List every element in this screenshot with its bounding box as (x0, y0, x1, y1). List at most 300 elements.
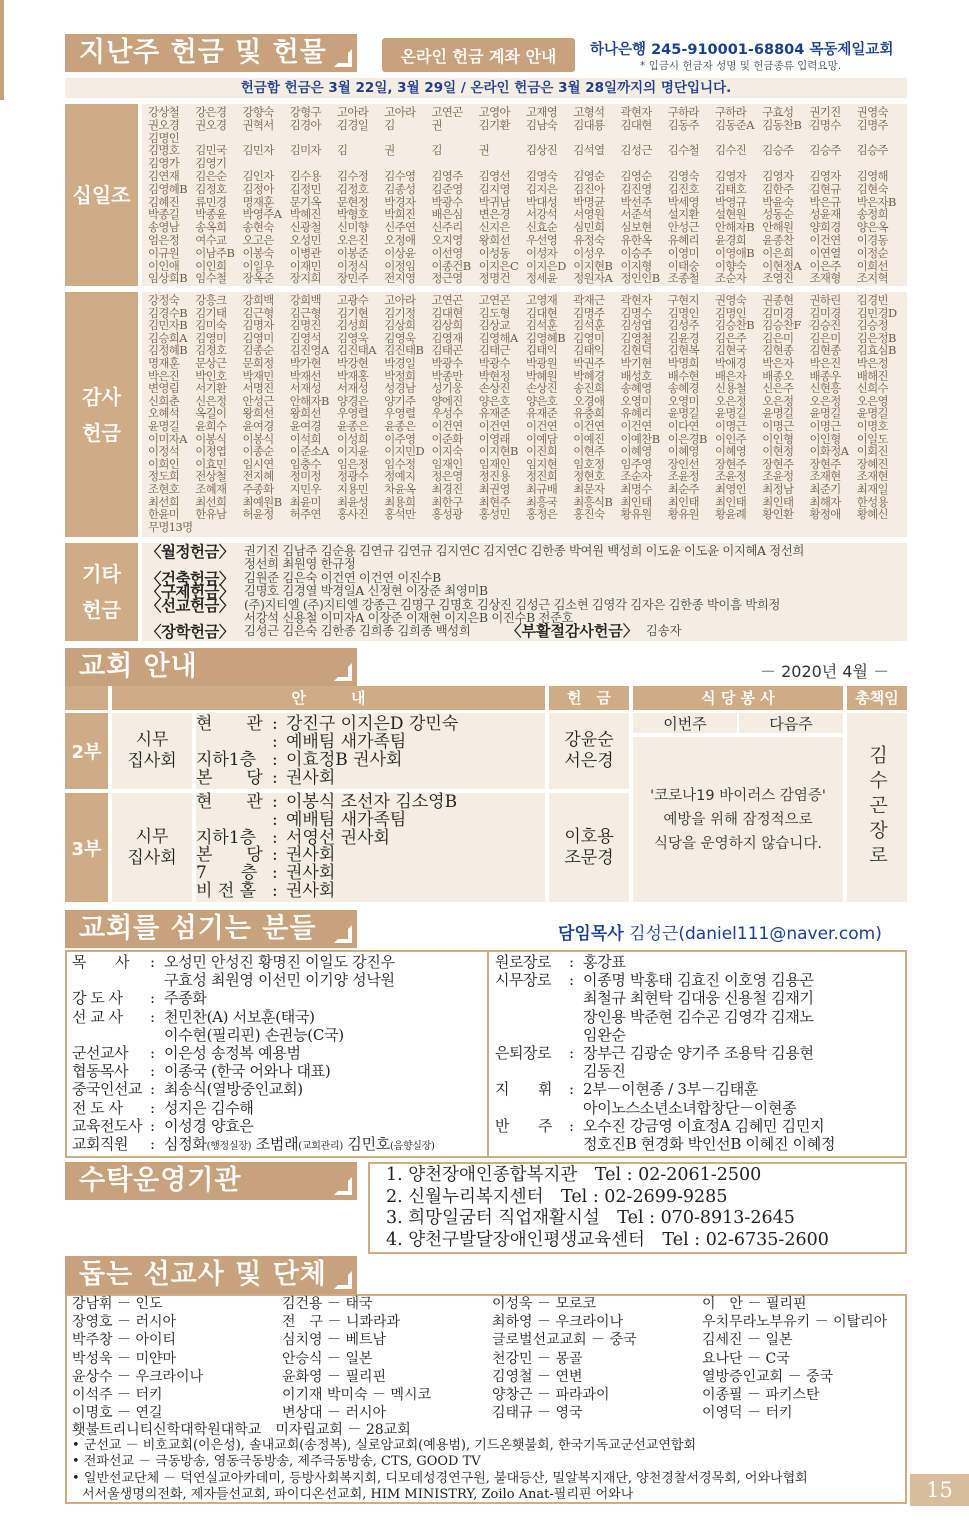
name-cell: 지민우 (289, 482, 321, 496)
name-cell: 최윤미 (289, 495, 321, 509)
consigned-item: 2. 신월누리복지센터 Tel : 02-2699-9285 (386, 1186, 728, 1207)
name-cell: 조윤정 (667, 470, 699, 483)
guide-place: 비 전 홀 (196, 880, 257, 901)
info-header-chief (847, 686, 907, 710)
name-cell: 왕희선 (289, 407, 321, 420)
name-cell: 김명인 (148, 131, 180, 145)
name-cell: 김석훈 (573, 319, 605, 332)
name-cell: 오지영 (431, 233, 463, 247)
guide-colon: : (272, 809, 278, 830)
name-cell: 오은정 (809, 394, 841, 408)
name-cell: 권하린 (809, 294, 841, 307)
guide-place: 지하1층 (196, 750, 257, 770)
servant-names (164, 1135, 435, 1156)
name-cell: 김 (337, 144, 348, 158)
name-cell: 구현지 (667, 294, 699, 307)
name-cell: 김은미 (809, 331, 841, 345)
name-cell: 김현규 (809, 182, 841, 196)
name-row (148, 496, 902, 509)
name-cell: 정예지 (384, 470, 416, 483)
name-cell: 박윤숙 (762, 195, 794, 209)
name-cell: 한유남 (195, 508, 227, 521)
name-cell: 김영숙 (667, 169, 699, 183)
group-2bu-text: 시무 집사회 (127, 730, 177, 771)
name-cell: 신희수 (856, 382, 888, 395)
guide-value: 권사회 (286, 863, 336, 884)
name-cell: 장혜진 (856, 457, 888, 471)
name-cell: 권 (431, 118, 442, 132)
other-offering-names: 권기진 김남주 김순용 김연규 김연규 김지연C 김지연C 김한종 박여원 백성희 이도윤 이도윤 이지혜A 정선희 (244, 544, 805, 558)
name-cell: 이다연 (667, 419, 699, 433)
name-cell: 조재현 (856, 470, 888, 483)
name-cell: 강향숙 (242, 106, 274, 119)
name-cell: 이현주 (573, 445, 605, 458)
servant-role: 은퇴장로 (495, 1044, 551, 1063)
servant-row (72, 1080, 482, 1098)
other-offering-type: 〈선교헌금〉 (146, 595, 234, 615)
row-2bu-group (112, 713, 192, 789)
name-cell: 이규원 (148, 246, 180, 260)
name-row (148, 370, 902, 383)
name-cell: 김명자 (242, 319, 274, 332)
name-cell: 최재일 (856, 482, 888, 496)
name-cell: 김정민 (289, 182, 321, 196)
name-row (148, 470, 902, 483)
other-offering-names: 정선희 최원영 한규정 (244, 557, 356, 572)
header-cafeteria-text: 식 당 봉 사 (701, 689, 775, 707)
missionary-item: 강남휘 － 인도 (72, 1296, 163, 1312)
name-cell: 김진아 (573, 182, 605, 196)
name-cell: 이석희 (289, 432, 321, 446)
name-cell: 김명수 (620, 306, 652, 320)
name-cell: 최권영 (478, 482, 510, 496)
name-cell: 안성근 (667, 221, 699, 234)
other-offering-names: 김성근 김은숙 김한종 김희종 김희종 백성희 (244, 624, 471, 639)
name-cell: 김은미 (762, 331, 794, 345)
online-label-text: 온라인 헌금 계좌 안내 (400, 46, 557, 66)
name-cell: 이효민 (195, 457, 227, 471)
row-2bu-guide (196, 713, 545, 789)
name-cell: 송혜영 (620, 382, 652, 395)
name-cell: 김영욱 (337, 331, 369, 345)
name-cell: 이정임 (384, 259, 416, 273)
name-cell: 이향숙 (715, 259, 747, 273)
name-cell: 고영아 (478, 106, 510, 119)
name-cell: 이태숭 (667, 259, 699, 273)
servant-value: 이종국 (한국 어와나 대표) (164, 1062, 331, 1081)
servant-row (72, 1099, 482, 1117)
name-cell: 권영숙 (856, 106, 888, 119)
name-cell: 엄은정 (148, 233, 180, 247)
guide-line (196, 809, 545, 830)
name-cell: 김진호 (667, 182, 699, 196)
bullet-text: 일반선교단체 － 덕연실교아카데미, 등방사회복지회, 디모데성경연구원, 불대등산, 밀알복지재단, 양천경찰서경목회, 어와나협회 (83, 1470, 808, 1486)
name-cell: 최인태 (620, 495, 652, 509)
name-cell: 신은주 (762, 382, 794, 395)
name-cell: 이성희 (337, 432, 369, 446)
servant-names (164, 1044, 301, 1062)
bullet-dot-icon: • (72, 1470, 84, 1486)
name-cell: 김남숙 (526, 118, 558, 132)
name-cell: 장현주 (762, 457, 794, 471)
servant-colon (569, 1062, 583, 1080)
name-cell: 박귀남 (478, 195, 510, 209)
page-number-box (910, 1474, 969, 1506)
other-offering-names: 김원준 김은숙 이건연 이건연 이진수B (244, 570, 441, 585)
group-3bu-text: 시무 집사회 (127, 826, 177, 868)
name-cell: 오경애 (573, 394, 605, 408)
name-cell: 임수정 (384, 457, 416, 471)
missionaries-title-text: 돕는 선교사 및 단체 (79, 1259, 327, 1290)
name-cell: 김대룡 (573, 118, 605, 132)
name-cell: 송진희 (573, 382, 605, 395)
servant-row (495, 1026, 905, 1044)
name-cell: 이진희 (526, 445, 558, 458)
servant-colon (150, 971, 164, 989)
guide-value: 이효정B 권사회 (286, 750, 403, 770)
name-cell: 고연곤 (478, 294, 510, 307)
name-cell: 장현주 (809, 457, 841, 471)
missionary-item: 이성욱 － 모로코 (492, 1296, 597, 1312)
name-row (148, 382, 902, 395)
name-cell: 박명희 (667, 356, 699, 370)
servant-value: 장부근 김광순 양기주 조용탁 김용현 (583, 1044, 814, 1063)
offering-notice-bar (65, 78, 907, 98)
name-cell: 이성자 (526, 246, 558, 260)
servant-role: 지 휘 (495, 1080, 552, 1099)
servant-names (164, 1026, 344, 1044)
name-row (148, 483, 902, 496)
name-cell: 박애경 (715, 356, 747, 370)
cafeteria-this-week (633, 713, 737, 735)
servant-row (72, 953, 482, 971)
servant-row (495, 1099, 905, 1117)
name-row (148, 294, 902, 307)
missionary-item: 김영철 － 연변 (492, 1368, 583, 1385)
name-cell: 황혜신 (856, 508, 888, 521)
bullet-text: 군선교 － 비호교회(이은성), 솔내교회(송정복), 실로암교회(예용범), 기드온횃불회, 한국기독교군선교연합회 (83, 1438, 697, 1453)
name-cell: 박경자 (384, 195, 416, 209)
name-cell: 배종우 (809, 369, 841, 383)
name-cell: 김수철 (667, 144, 699, 158)
info-header-cafeteria (633, 686, 843, 710)
missionary-item: 이영덕 － 터키 (702, 1405, 793, 1422)
servant-names (164, 1117, 254, 1135)
name-cell: 김민자B (148, 319, 187, 332)
servant-colon: : (569, 1080, 575, 1099)
name-row (148, 344, 902, 357)
name-cell: 권기진 (809, 106, 841, 119)
name-cell: 김영숙 (526, 169, 558, 183)
guide-colon: : (272, 750, 278, 770)
name-cell: 고광수 (337, 294, 369, 307)
servants-title (65, 910, 357, 948)
name-cell: 김영가 (148, 157, 180, 170)
corner-arrow-icon (334, 1271, 352, 1289)
missionary-item: 이 안 － 필리핀 (702, 1296, 807, 1312)
guide-value: 권사회 (286, 880, 336, 901)
senior-pastor (558, 919, 882, 944)
name-cell: 유혜리 (620, 407, 652, 420)
name-cell: 오혜석 (148, 407, 180, 420)
guide-place (196, 812, 272, 830)
missionary-item: 이명호 － 연길 (72, 1405, 163, 1422)
servant-row (72, 989, 482, 1007)
name-cell: 김효심B (856, 344, 896, 357)
name-cell: 김근형 (242, 306, 274, 320)
name-cell: 박경일 (384, 356, 416, 370)
name-cell: 권 (384, 144, 395, 158)
missionary-item: 요나단 － C국 (702, 1350, 790, 1367)
name-cell: 변은경 (478, 208, 510, 222)
name-cell: 윤명길 (809, 407, 841, 420)
name-cell: 이재민 (289, 259, 321, 273)
name-cell: 박영주A (242, 208, 282, 222)
servant-value: 장인용 박준현 김수곤 김영각 김재노 (583, 1007, 814, 1026)
name-cell: 김기현 (337, 306, 369, 320)
name-cell: 서명진 (242, 382, 274, 395)
name-cell: 김상희 (384, 319, 416, 332)
name-cell: 임은정 (337, 457, 369, 471)
name-cell: 구하라 (715, 106, 747, 119)
name-row (148, 247, 902, 260)
name-cell: 김상교 (478, 319, 510, 332)
name-cell: 최준기 (809, 482, 841, 496)
name-cell: 김동찬B (762, 118, 802, 132)
name-cell: 김지은 (526, 182, 558, 196)
missionary-item: 최하영 － 우크라이나 (492, 1314, 624, 1331)
name-cell: 이봉준 (337, 246, 369, 260)
name-cell: 신지은 (478, 221, 510, 234)
name-cell: 강희백 (289, 294, 321, 307)
missionary-bullet (72, 1471, 902, 1487)
name-cell: 김현종 (762, 344, 794, 357)
name-cell: 최영인 (715, 482, 747, 496)
servant-role (72, 1026, 150, 1044)
servant-row (495, 1135, 905, 1153)
servant-row (495, 1117, 905, 1135)
name-cell: 최정남 (762, 482, 794, 496)
missionary-item: 천강민 － 몽골 (492, 1350, 583, 1367)
servant-colon: : (150, 953, 156, 971)
name-cell: 이인형 (762, 432, 794, 446)
servant-row (72, 1117, 482, 1135)
name-cell: 송현숙 (242, 221, 274, 234)
servant-value: 오수진 강금영 이효정A 김혜민 김민지 (583, 1116, 825, 1135)
name-cell: 김승정 (856, 319, 888, 332)
part-2bu-text: 2부 (71, 742, 102, 763)
name-cell: 오은영 (856, 394, 888, 408)
servant-value: 최철규 최현탁 김대웅 신용철 김재기 (583, 989, 814, 1008)
name-cell: 김영재 (431, 331, 463, 345)
name-cell: 서강석 (526, 208, 558, 222)
name-cell: 이연열 (809, 246, 841, 260)
online-account-label (382, 38, 575, 72)
name-cell: 이건연 (620, 419, 652, 433)
name-cell: 최한구 (431, 495, 463, 509)
name-cell: 고영재 (526, 294, 558, 307)
thanks-label-line1: 감사 (82, 384, 121, 409)
name-cell: 임충수 (289, 457, 321, 471)
name-cell: 최용희 (384, 495, 416, 509)
name-cell: 김진태A (337, 344, 376, 357)
thanks-name-list (148, 294, 902, 535)
name-cell: 지용민 (337, 482, 369, 496)
name-cell: 문희정 (242, 356, 274, 370)
name-cell: 윤종은 (337, 419, 369, 433)
servant-row (495, 953, 905, 971)
offering-3bu-text: 이호용 조문경 (564, 826, 614, 868)
thanks-label (65, 292, 138, 537)
name-cell: 김 (431, 144, 442, 158)
name-cell: 양경은 (337, 394, 369, 408)
name-cell: 윤명길 (667, 407, 699, 420)
consigned-title (65, 1162, 357, 1200)
name-cell: 김명진 (289, 319, 321, 332)
row-2bu-part (65, 713, 108, 789)
thanks-label-line2: 헌금 (82, 420, 121, 445)
church-info-date: － 2020년 4월 － (760, 662, 890, 681)
name-cell: 양희경 (809, 221, 841, 234)
missionary-item: 윤상수 － 우크라이나 (72, 1368, 204, 1385)
name-cell: 이은주 (809, 259, 841, 273)
name-cell: 문상근 (195, 356, 227, 370)
name-cell: 김정아 (242, 182, 274, 196)
servant-value: 오성민 안성진 황명진 이일도 강진우 (164, 953, 395, 971)
name-cell: 이은희 (762, 246, 794, 260)
next-week-text: 다음주 (769, 715, 813, 733)
name-cell: 최선희 (148, 495, 180, 509)
name-cell: 신은정 (195, 394, 227, 408)
servant-role (495, 1135, 569, 1153)
name-cell: 김영철 (620, 331, 652, 345)
servant-role (495, 1099, 569, 1117)
name-cell: 이혜영 (715, 445, 747, 458)
servant-names (583, 989, 814, 1007)
name-row (148, 420, 902, 433)
servant-role: 전 도 사 (72, 1098, 123, 1117)
guide-colon: : (272, 880, 278, 901)
name-cell: 임상희B (148, 272, 187, 284)
missionary-column (702, 1295, 902, 1422)
name-cell: 곽현자 (620, 294, 652, 307)
name-cell: 김영주 (431, 169, 463, 183)
name-cell: 이건연 (573, 419, 605, 433)
name-cell: 최선희 (195, 495, 227, 509)
guide-line (196, 769, 545, 787)
servant-value: 아이노스소년소녀합창단－이현종 (583, 1098, 797, 1117)
name-cell: 이예진 (573, 432, 605, 446)
name-cell: 권오경 (148, 118, 180, 132)
servant-row (495, 989, 905, 1007)
servant-value: 심정화 (164, 1135, 207, 1154)
name-cell: 김승주 (856, 144, 888, 158)
name-cell: 박종윤 (195, 208, 227, 222)
name-cell: 김수용 (289, 169, 321, 183)
missionary-bullet-cont: 서서울생명의전화, 제자들선교회, 파이디온선교회, HIM MINISTRY, Zoilo Anat-필리핀 어와나 (82, 1486, 634, 1502)
name-cell: 박광수 (431, 195, 463, 209)
name-row (148, 170, 902, 183)
guide-line (196, 751, 545, 769)
name-cell: 박명균 (573, 195, 605, 209)
name-cell: 이일우 (242, 259, 274, 273)
name-cell: 고아라 (384, 106, 416, 119)
servant-colon: : (569, 1044, 575, 1063)
name-cell: 송옥희 (195, 221, 227, 234)
name-cell: 정세윤 (526, 272, 558, 284)
name-cell: 이명근 (715, 419, 747, 433)
servant-value: 이종명 박홍태 김효진 이호영 김용곤 (583, 971, 814, 990)
name-cell: 홍사진 (337, 508, 369, 521)
name-cell: 이승주 (620, 246, 652, 260)
name-cell: 조현호 (148, 482, 180, 496)
name-cell: 정인인B (620, 272, 660, 284)
name-cell: 곽재근 (573, 294, 605, 307)
name-cell: 조윤정 (762, 470, 794, 483)
name-cell: 이희인 (148, 457, 180, 471)
name-cell: 이미자A (148, 432, 187, 446)
name-cell: 장옥준 (242, 272, 274, 284)
name-cell: 이지형 (620, 259, 652, 273)
name-cell: 이영미 (667, 246, 699, 260)
name-cell: 한성용 (856, 495, 888, 509)
name-cell: 이봉숙 (242, 246, 274, 260)
name-cell: 장인선 (667, 457, 699, 471)
name-cell: 이지은C (478, 259, 519, 273)
other-offering-type: 〈장학헌금〉 (146, 622, 234, 642)
servant-value: 천민찬(A) 서보훈(태국) (164, 1007, 315, 1026)
name-cell: 오은진 (337, 233, 369, 247)
name-cell: 이병관 (289, 246, 321, 260)
missionary-extra-line: 횃불트리니티신학대학원대학교 미자립교회 － 28교회 (72, 1422, 411, 1438)
name-cell: 김영선 (478, 169, 510, 183)
name-cell: 신희춘 (148, 394, 180, 408)
name-cell: 전지영 (384, 272, 416, 284)
guide-value: 이봉식 조선자 김소영B (286, 792, 458, 812)
name-cell: 이예찬B (620, 432, 660, 446)
servant-value: 홍강표 (583, 953, 626, 971)
page-number: 15 (926, 1478, 953, 1502)
name-cell: 우성수 (431, 407, 463, 420)
servant-names (583, 971, 814, 989)
name-cell: 김현숙 (856, 182, 888, 196)
name-cell: 오정애 (384, 233, 416, 247)
name-cell: 김영혜B (148, 182, 187, 196)
guide-value: 예배팀 새가족팀 (286, 809, 407, 830)
bullet-dot-icon: • (72, 1454, 84, 1470)
name-cell: 황유원 (620, 508, 652, 521)
name-cell: 박인호 (195, 369, 227, 383)
name-cell: 이혜영 (667, 445, 699, 458)
offering-title-text: 지난주 헌금 및 헌물 (79, 37, 327, 68)
name-cell: 강정숙 (148, 294, 180, 307)
name-cell: 무명13명 (148, 520, 193, 534)
header-chief-text: 총책임 (855, 689, 899, 707)
servant-names (583, 1135, 835, 1153)
name-cell: 장현주 (715, 457, 747, 471)
servant-colon (569, 1099, 583, 1117)
row-3bu-offering (549, 793, 629, 902)
corner-arrow-icon (334, 49, 352, 67)
name-cell: 이봉식 (195, 432, 227, 446)
other-label (65, 543, 138, 641)
name-cell: 이인형 (809, 432, 841, 446)
name-cell: 양기주 (384, 394, 416, 408)
guide-colon: : (272, 714, 278, 734)
name-row (148, 183, 902, 196)
missionary-item: 장영호 － 러시아 (72, 1314, 177, 1331)
name-cell: 김영석 (289, 331, 321, 345)
